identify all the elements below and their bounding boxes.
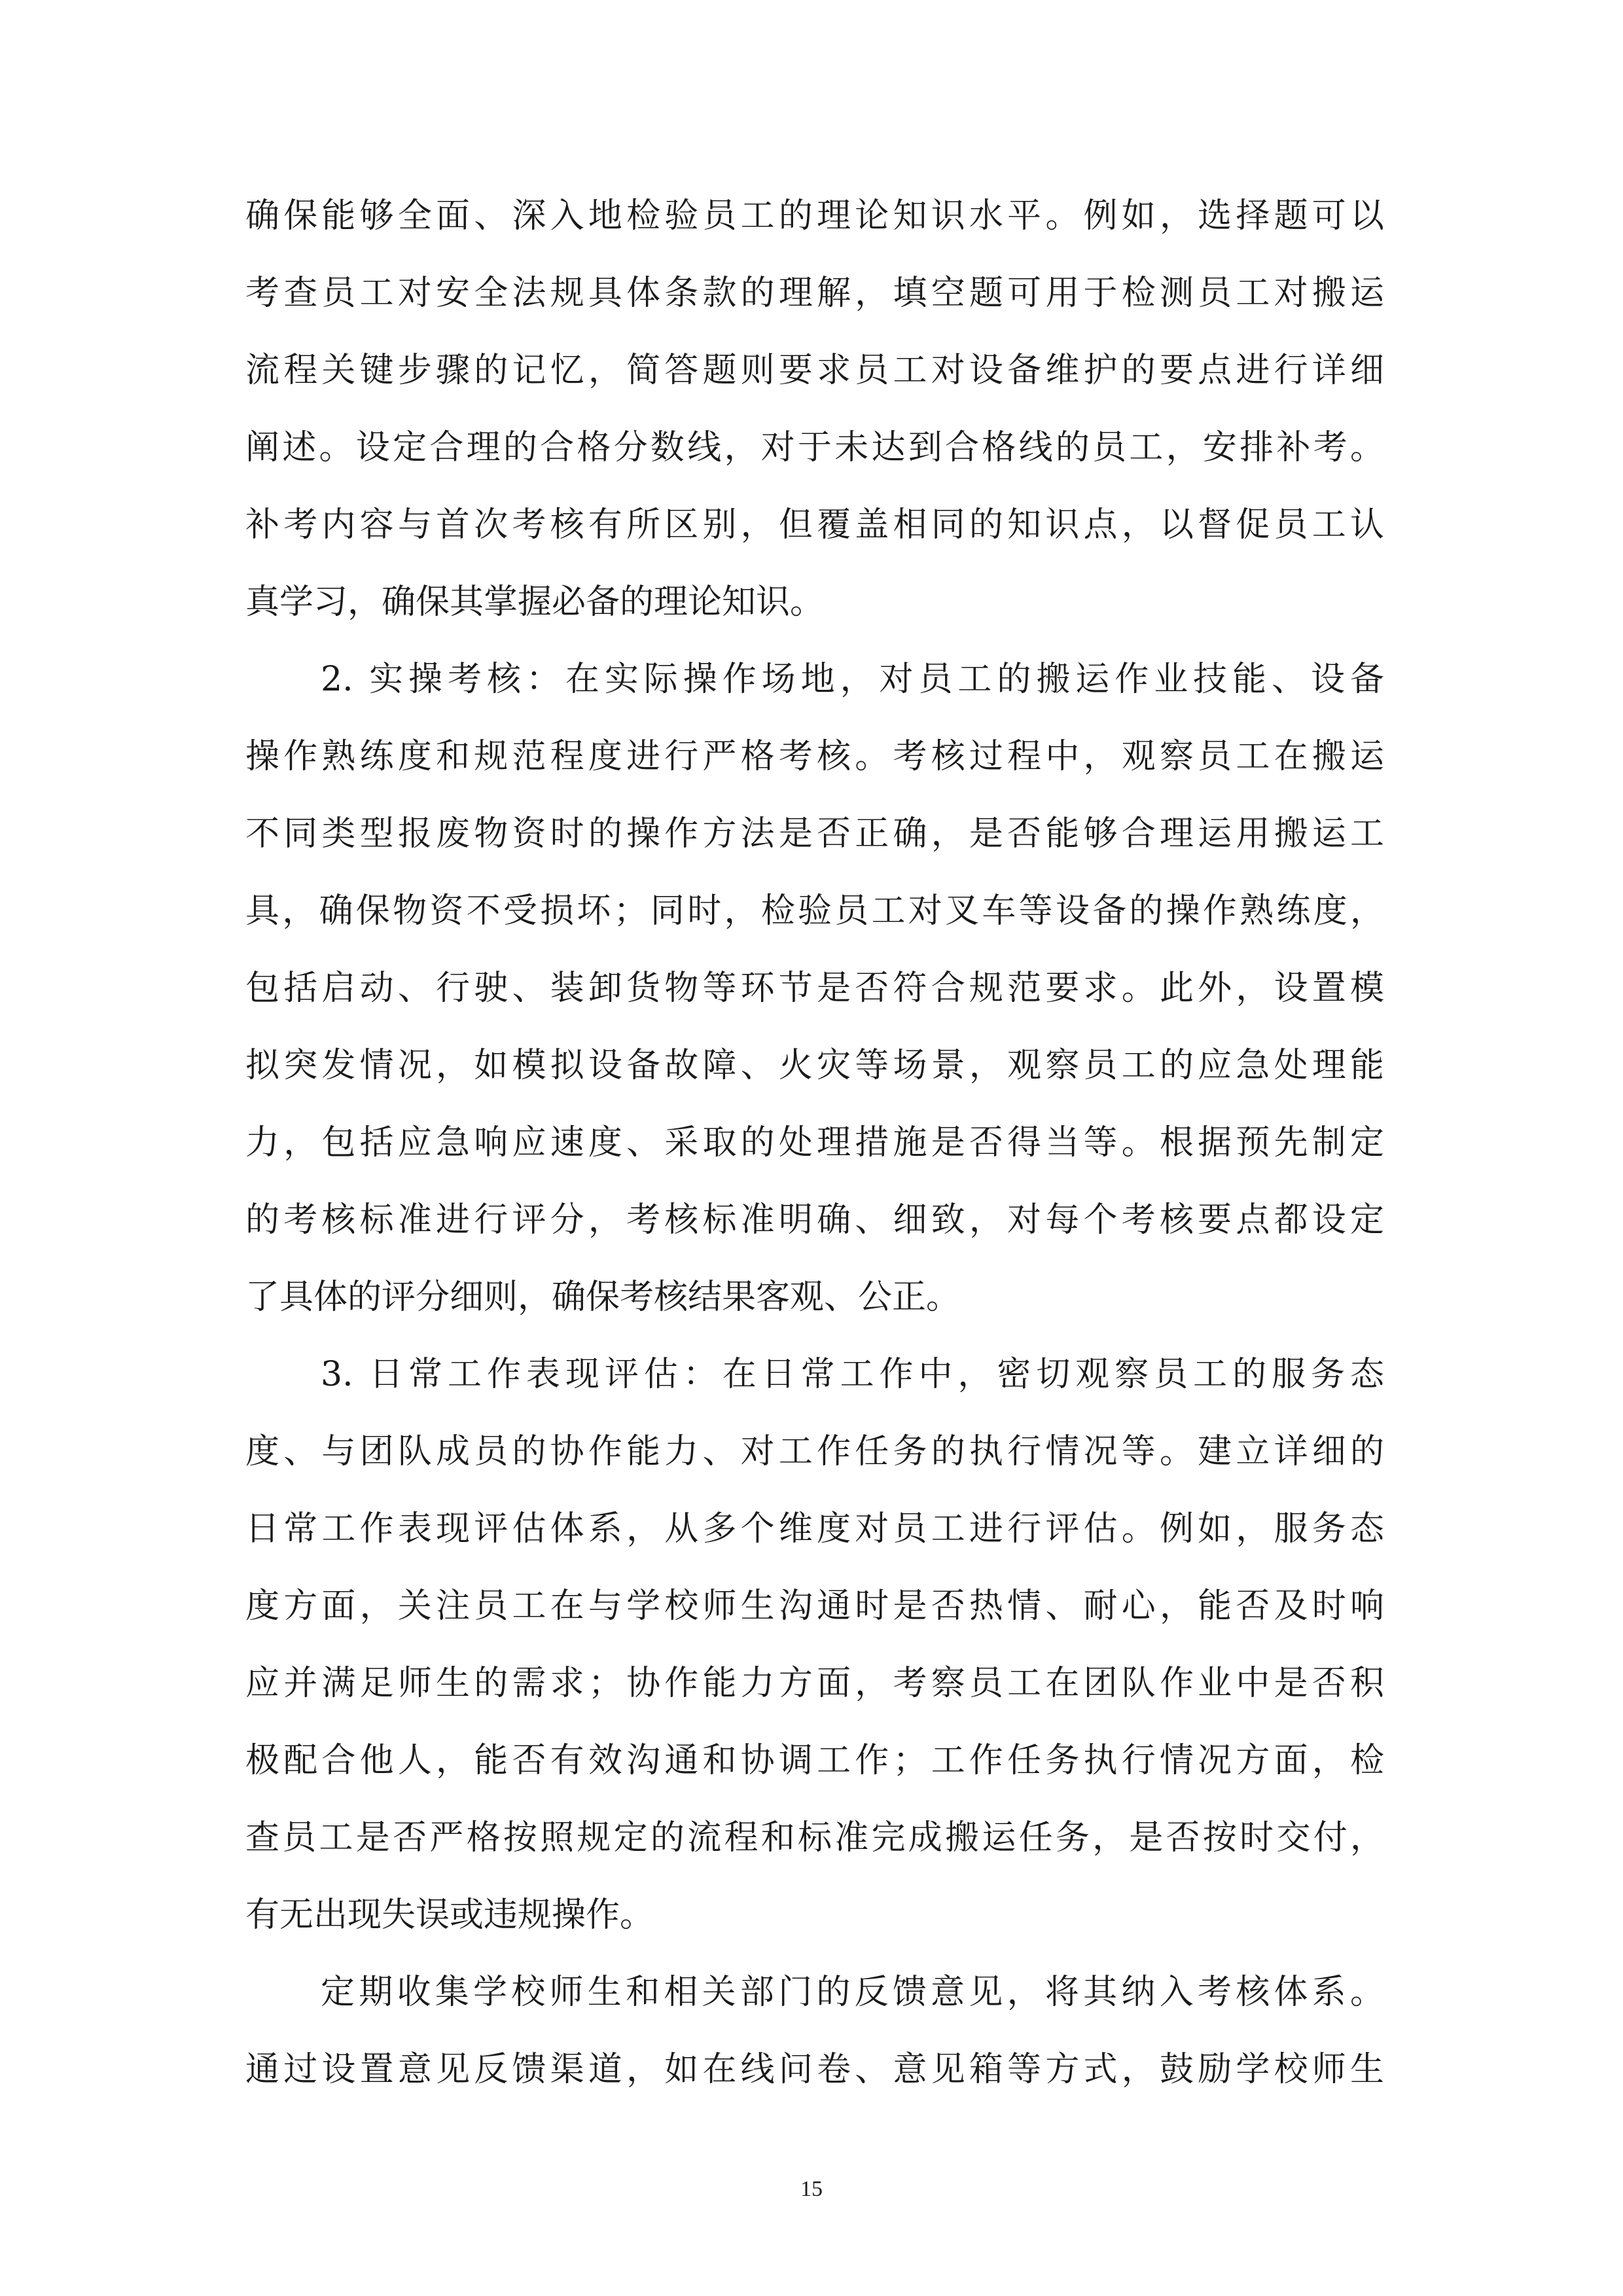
- text-line: 了具体的评分细则，确保考核结果客观、公正。: [245, 1278, 961, 1317]
- text-line: 定期收集学校师生和相关部门的反馈意见，将其纳入考核体系。: [321, 1973, 1384, 2012]
- text-line: 度、与团队成员的协作能力、对工作任务的执行情况等。建立详细的: [245, 1432, 1384, 1471]
- text-line: 查员工是否严格按照规定的流程和标准完成搬运任务，是否按时交付，: [245, 1818, 1384, 1857]
- text-line: 流程关键步骤的记忆，简答题则要求员工对设备维护的要点进行详细: [245, 351, 1384, 390]
- text-line: 考查员工对安全法规具体条款的理解，填空题可用于检测员工对搬运: [245, 274, 1384, 313]
- text-line: 3. 日常工作表现评估：在日常工作中，密切观察员工的服务态: [321, 1355, 1384, 1394]
- text-line: 有无出现失误或违规操作。: [245, 1895, 654, 1935]
- text-line: 的考核标准进行评分，考核标准明确、细致，对每个考核要点都设定: [245, 1200, 1384, 1240]
- text-line: 补考内容与首次考核有所区别，但覆盖相同的知识点，以督促员工认: [245, 505, 1384, 545]
- text-line: 包括启动、行驶、装卸货物等环节是否符合规范要求。此外，设置模: [245, 969, 1384, 1008]
- text-line: 真学习，确保其掌握必备的理论知识。: [245, 583, 825, 622]
- text-line: 极配合他人，能否有效沟通和协调工作；工作任务执行情况方面，检: [245, 1741, 1384, 1780]
- text-line: 应并满足师生的需求；协作能力方面，考察员工在团队作业中是否积: [245, 1664, 1384, 1703]
- text-line: 操作熟练度和规范程度进行严格考核。考核过程中，观察员工在搬运: [245, 737, 1384, 776]
- page-number: 15: [800, 2177, 823, 2201]
- text-line: 阐述。设定合理的合格分数线，对于未达到合格线的员工，安排补考。: [245, 428, 1384, 467]
- text-line: 确保能够全面、深入地检验员工的理论知识水平。例如，选择题可以: [245, 196, 1384, 236]
- text-line: 通过设置意见反馈渠道，如在线问卷、意见箱等方式，鼓励学校师生: [245, 2050, 1384, 2089]
- text-line: 2. 实操考核：在实际操作场地，对员工的搬运作业技能、设备: [321, 660, 1384, 699]
- text-line: 具，确保物资不受损坏；同时，检验员工对叉车等设备的操作熟练度，: [245, 891, 1384, 931]
- text-line: 不同类型报废物资时的操作方法是否正确，是否能够合理运用搬运工: [245, 814, 1384, 853]
- text-line: 度方面，关注员工在与学校师生沟通时是否热情、耐心，能否及时响: [245, 1587, 1384, 1626]
- text-line: 力，包括应急响应速度、采取的处理措施是否得当等。根据预先制定: [245, 1123, 1384, 1162]
- text-line: 日常工作表现评估体系，从多个维度对员工进行评估。例如，服务态: [245, 1509, 1384, 1549]
- text-line: 拟突发情况，如模拟设备故障、火灾等场景，观察员工的应急处理能: [245, 1046, 1384, 1085]
